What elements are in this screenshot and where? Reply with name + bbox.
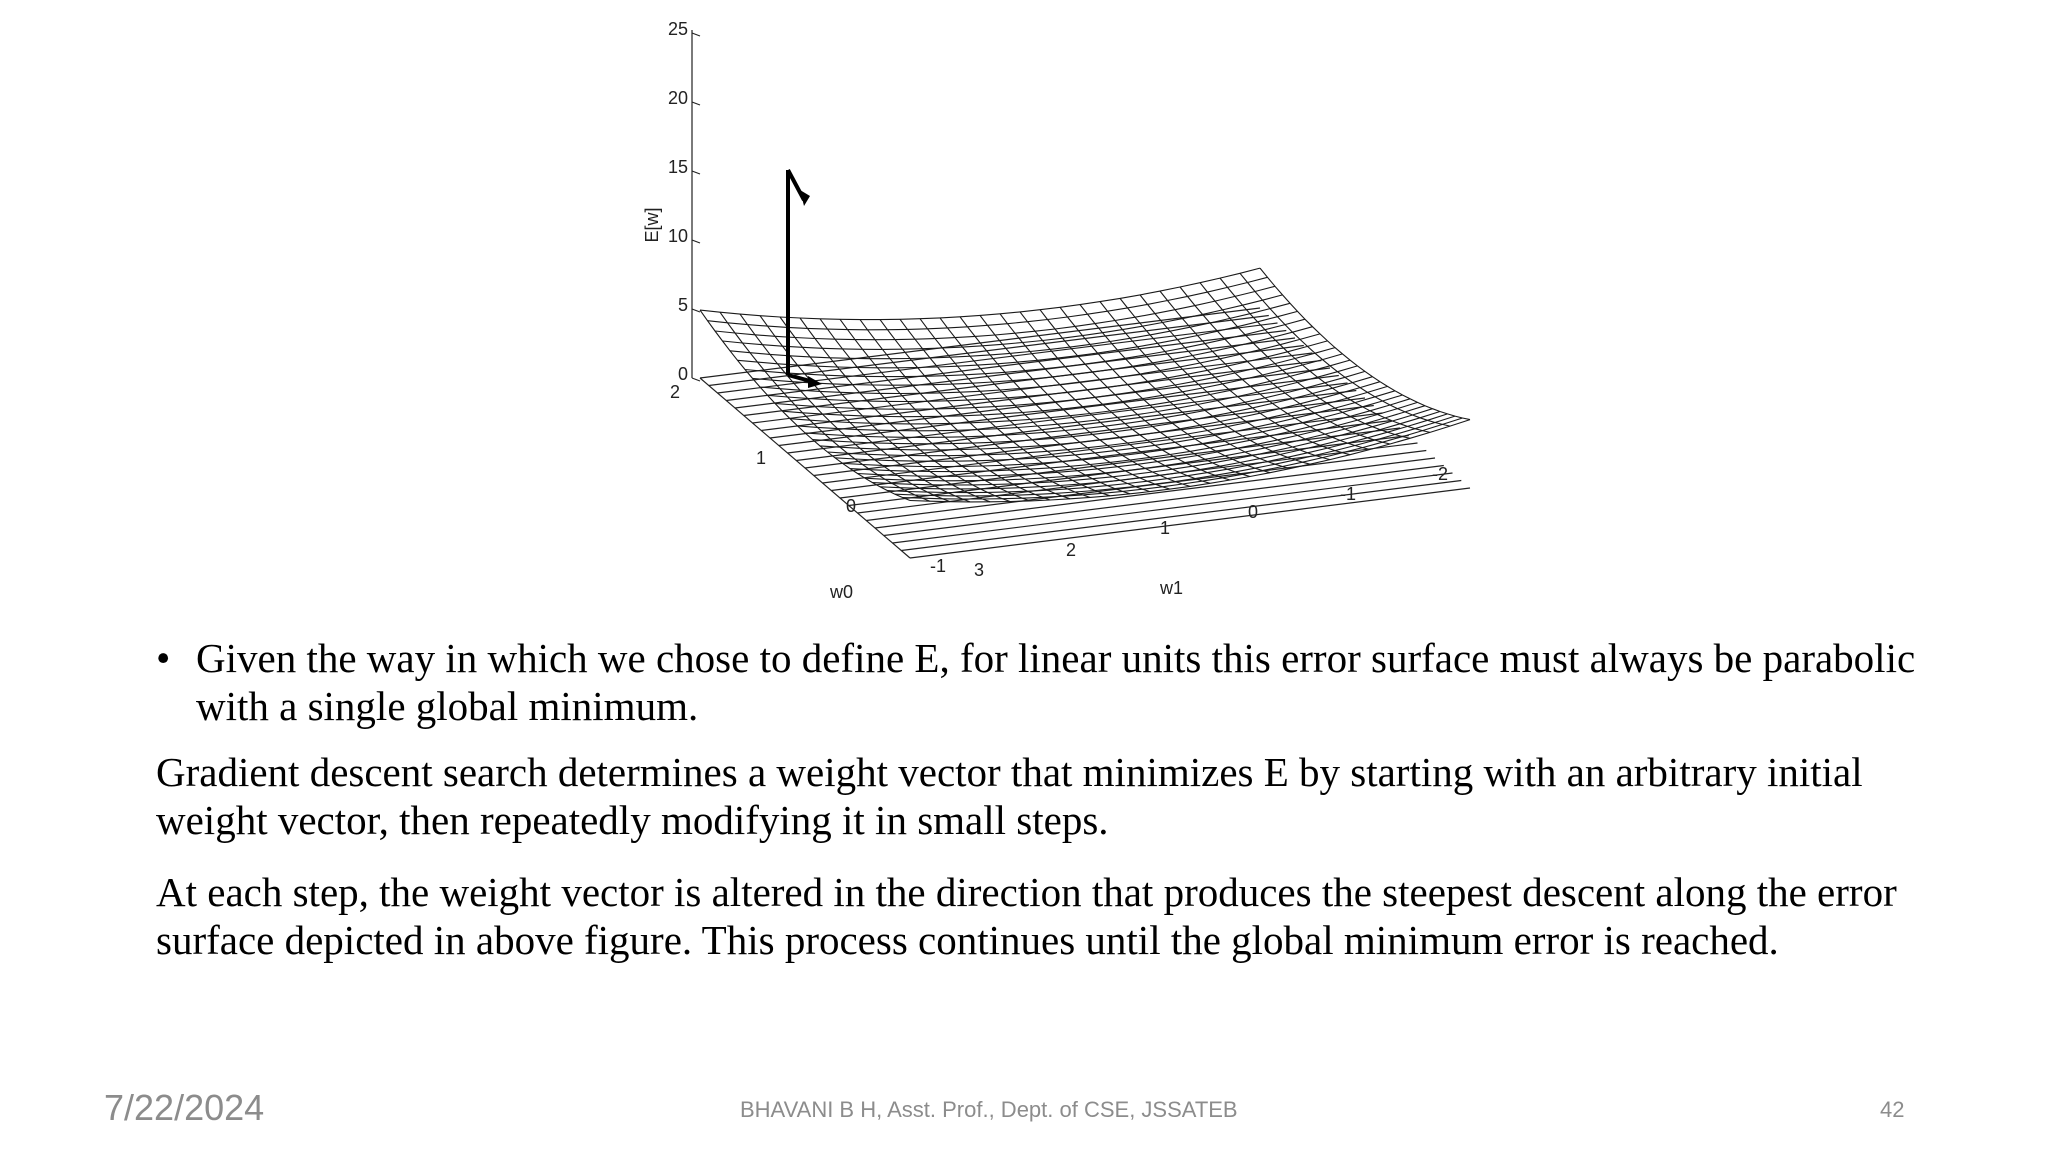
surface-mesh-line (858, 402, 1418, 476)
w1-tick-1: 1 (1160, 518, 1171, 538)
surface-mesh-line (700, 268, 1260, 320)
z-tick-label: 20 (667, 88, 688, 108)
w1-tick-0: 0 (1248, 502, 1259, 522)
z-tick-label: 25 (667, 19, 688, 39)
page-number: 42 (1880, 1097, 1905, 1122)
z-tick-mark (692, 240, 700, 243)
z-tick-label: 10 (667, 226, 688, 246)
paragraph-steepest-descent: At each step, the weight vector is altered in the direction that produces the steepest descent along the error surface depicted in above figure. This process continues until the global minimum error is reached. (156, 869, 1897, 963)
error-surface-plot (620, 10, 1480, 610)
bullet-text: Given the way in which we chose to define E, for linear units this error surface must always be parabolic with a single global minimum. (196, 635, 1916, 729)
surface-mesh-line (1260, 268, 1470, 420)
z-tick-label: 15 (667, 157, 688, 177)
z-tick-mark (692, 102, 700, 105)
w0-tick-0: 0 (846, 496, 857, 516)
z-tick-mark (692, 33, 700, 36)
z-tick-mark (692, 309, 700, 312)
surface-mesh-line (715, 286, 1275, 339)
w1-tick-2: 2 (1066, 540, 1077, 560)
surface-mesh-line (708, 277, 1268, 330)
w1-tick-3: 3 (974, 560, 985, 580)
z-tick-label: 5 (677, 295, 688, 315)
w1-tick-neg2: -2 (1432, 464, 1449, 484)
footer-author: BHAVANI B H, Asst. Prof., Dept. of CSE, JSSATEB (740, 1097, 1238, 1122)
w1-tick-neg1: -1 (1340, 484, 1357, 504)
z-tick-label: 0 (677, 364, 688, 384)
paragraph-gradient-descent: Gradient descent search determines a weight vector that minimizes E by starting with an arbitrary initial weight vector, then repeatedly modifying it in small steps. (156, 749, 1863, 843)
w0-tick-1: 1 (756, 448, 767, 468)
w0-axis-label: w0 (830, 582, 854, 602)
descent-arrow (788, 170, 822, 388)
w1-axis-label: w1 (1160, 578, 1184, 598)
z-axis-label: E[w] (642, 207, 662, 243)
w0-tick-2: 2 (670, 382, 681, 402)
surface-mesh-line (753, 327, 1313, 386)
z-tick-mark (692, 171, 700, 174)
floor-grid-line (893, 473, 1453, 543)
bullet-marker: • (156, 635, 171, 681)
w0-tick-neg1: -1 (930, 556, 947, 576)
surface-mesh-line (730, 303, 1290, 358)
z-tick-mark (692, 378, 700, 381)
footer-date: 7/22/2024 (104, 1087, 265, 1128)
error-surface-figure (620, 10, 1480, 610)
